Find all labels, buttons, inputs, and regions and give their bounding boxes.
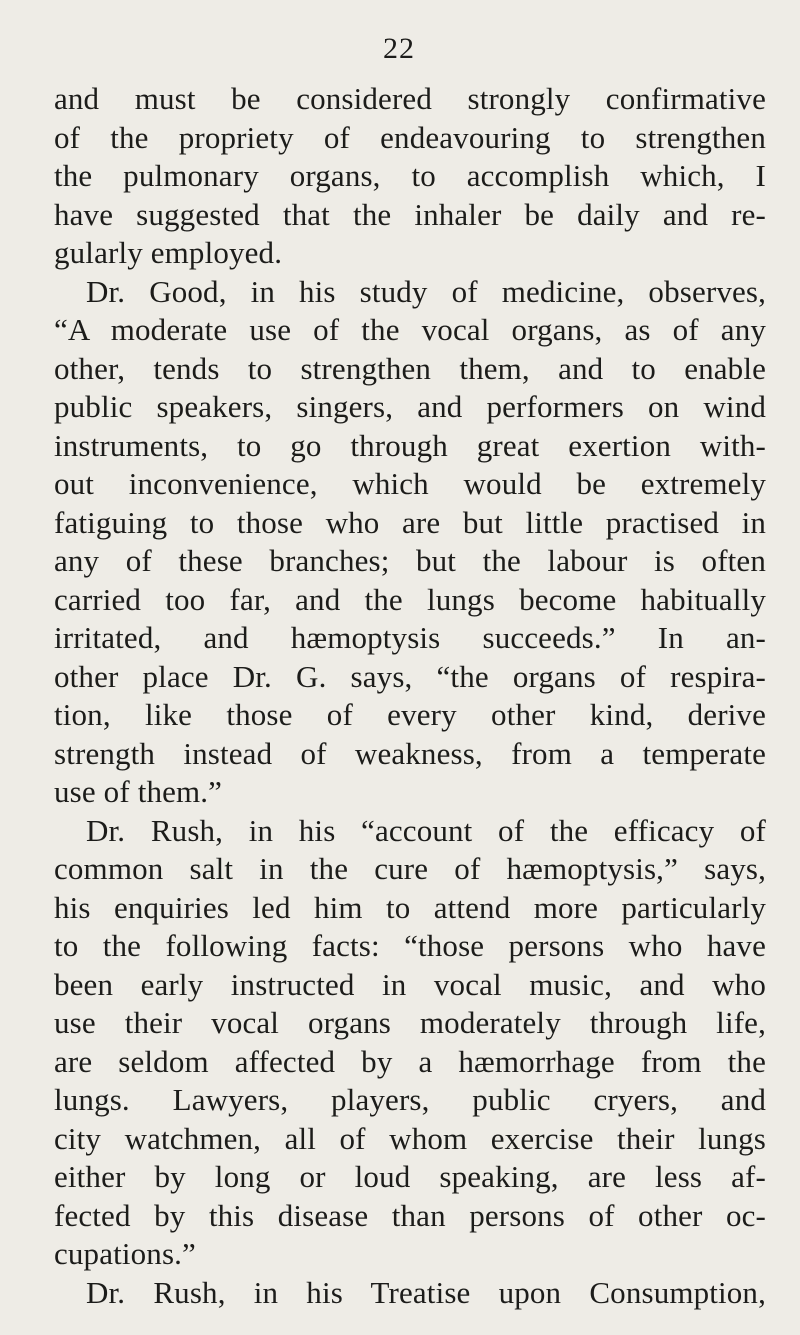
text-line: either by long or loud speaking, are less af-: [54, 1159, 766, 1194]
text-line: the pulmonary organs, to accomplish which, I: [54, 158, 766, 193]
paragraph-start-line: Dr. Rush, in his Treatise upon Consumption,: [86, 1274, 766, 1310]
text-line: been early instructed in vocal music, and who: [54, 966, 766, 1002]
text-line: city watchmen, all of whom exercise their lungs: [54, 1120, 766, 1156]
text-line: carried too far, and the lungs become habitually: [54, 581, 766, 617]
text-line: to the following facts: “those persons who have: [54, 928, 766, 963]
page-number: 22: [383, 32, 415, 65]
text-line: have suggested that the inhaler be daily and re-: [54, 196, 766, 232]
text-line: irritated, and hæmoptysis succeeds.” In an-: [54, 620, 766, 655]
text-line: use of them.”: [54, 774, 223, 809]
text-line: any of these branches; but the labour is often: [54, 543, 766, 578]
text-line: fected by this disease than persons of other oc-: [54, 1197, 766, 1233]
text-line: “A moderate use of the vocal organs, as of any: [54, 312, 766, 347]
paragraph-start-line: Dr. Rush, in his “account of the efficacy of: [86, 812, 766, 848]
text-line: common salt in the cure of hæmoptysis,” says,: [54, 851, 766, 886]
paragraph-start-line: Dr. Good, in his study of medicine, observes,: [86, 273, 766, 309]
text-line: public speakers, singers, and performers on wind: [54, 389, 766, 424]
text-line: use their vocal organs moderately through life,: [54, 1005, 766, 1040]
body-text: [54, 80, 766, 1312]
text-line: tion, like those of every other kind, derive: [54, 697, 766, 732]
text-line: and must be considered strongly confirmative: [54, 81, 766, 116]
text-line: fatiguing to those who are but little practised in: [54, 504, 766, 540]
text-line: gularly employed.: [54, 235, 283, 270]
text-line: of the propriety of endeavouring to strengthen: [54, 119, 766, 155]
text-line: out inconvenience, which would be extremely: [54, 466, 766, 501]
text-line: are seldom affected by a hæmorrhage from the: [54, 1043, 766, 1079]
text-line: cupations.”: [54, 1236, 196, 1271]
text-line: his enquiries led him to attend more particularly: [54, 889, 766, 925]
text-line: lungs. Lawyers, players, public cryers, and: [54, 1082, 766, 1117]
text-line: other place Dr. G. says, “the organs of respira-: [54, 658, 766, 694]
text-line: instruments, to go through great exertion with-: [54, 427, 766, 463]
text-line: other, tends to strengthen them, and to enable: [54, 350, 766, 386]
text-line: strength instead of weakness, from a temperate: [54, 735, 766, 771]
